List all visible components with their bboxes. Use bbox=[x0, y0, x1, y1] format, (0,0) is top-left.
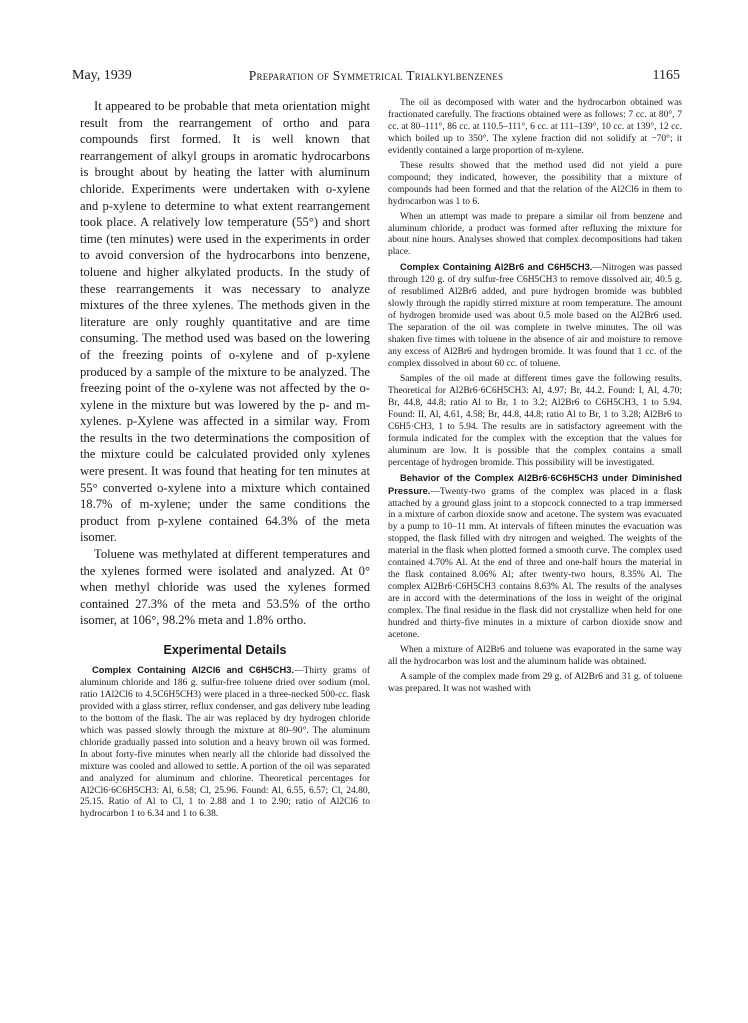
paragraph-body: —Twenty-two grams of the complex was placed in a flask attached by a ground glass joint to a stopcock connected to a trap immersed in a mixture of carbon dioxide snow and acetone. The system was evacuated by a pump to 10–11 mm. At intervals of fifteen minutes the evacuation was stopped, the flask filled with dry nitrogen and weighed. The weights of the material in the flask when plotted formed a smooth curve. The complex used contained 4.70% Al. At the end of three and one-half hours the material in the flask contained 8.06% Al; after twenty-two hours, 8.35% Al. The complex Al2Br6·C6H5CH3 contains 8.63% Al. The results of the analyses are in accord with the determinations of the loss in weight of the original complex. The final residue in the flask did not crystallize when held for one hundred and thirty-five minutes in a mixture of carbon dioxide snow and acetone. bbox=[388, 486, 682, 640]
paragraph-heading: Behavior of the Complex Al2Br6·6C6H5CH3 under Diminished Pressure. bbox=[388, 472, 682, 496]
left-column bbox=[80, 98, 370, 821]
issue-date: May, 1939 bbox=[72, 68, 132, 83]
running-title: Preparation of Symmetrical Trialkylbenzenes bbox=[248, 68, 504, 83]
section-heading: Experimental Details bbox=[163, 643, 287, 657]
experimental-paragraph bbox=[80, 665, 370, 821]
body-paragraph: It appeared to be probable that meta orientation might result from the rearrangement of ortho and para compounds first formed. It is well known that rearrangement of alkyl groups in aromatic hydrocarbons is brought about by heating the latter with aluminum chloride. Experiments were undertaken with o-xylene and p-xylene to determine to what extent rearrangement took place. A relatively low temperature (55°) and short time (ten minutes) were used in the experiments in order to avoid conversion of the hydrocarbons into benzene, toluene and higher alkylated products. In the study of these rearrangements it was necessary to analyze mixtures of the three xylenes. The methods given in the literature are only roughly quantitative and are time consuming. The method used was based on the lowering of the freezing points of o-xylene and of p-xylene produced by a sample of the mixture to be analyzed. The freezing point of the o-xylene was not affected by the o-xylene in the mixture but was lowered by the p- and m-xylenes. p-Xylene was affected in a similar way. From the results in the two determinations the composition of the mixture could be calculated provided only xylenes were present. It was found that heating for ten minutes at 55° converted o-xylene into a mixture which contained 18.7% of m-xylene; under the same conditions the product from p-xylene contained 64.3% of the meta isomer. bbox=[80, 99, 370, 545]
body-paragraph: A sample of the complex made from 29 g. of Al2Br6 and 31 g. of toluene was prepared. It was not washed with bbox=[388, 671, 682, 694]
experimental-paragraph bbox=[388, 473, 682, 642]
page-header bbox=[72, 68, 680, 88]
right-column bbox=[388, 98, 682, 699]
page-number: 1165 bbox=[652, 68, 680, 83]
body-paragraph: These results showed that the method used did not yield a pure compound; they indicated, however, the possibility that a mixture of compounds had been formed and that the relation of the Al2Cl6 in them to hydrocarbon was 1 to 6. bbox=[388, 160, 682, 207]
experimental-paragraph bbox=[388, 262, 682, 371]
body-paragraph: The oil as decomposed with water and the hydrocarbon obtained was fractionated carefully. The fractions obtained were as follows: 7 cc. at 80°, 7 cc. at 80–111°, 86 cc. at 110.5–111°, 6 cc. at 111–139°, 10 cc. at 139°, 12 cc. which boiled up to 350°. The xylene fraction did not solidify at −70°; it evidently contained a large proportion of m-xylene. bbox=[388, 98, 682, 156]
body-paragraph: When a mixture of Al2Br6 and toluene was evaporated in the same way all the hydrocarbon was lost and the aluminum halide was obtained. bbox=[388, 644, 682, 667]
paragraph-body: —Nitrogen was passed through 120 g. of dry sulfur-free C6H5CH3 to remove dissolved air, 40.5 g. of resublimed Al2Br6 added, and pure hydrogen bromide was bubbled slowly through the rapidly stirred mixture at room temperature. The amount of hydrogen bromide used was about 0.5 mole based on the Al2Br6 used. The separation of the oil was complete in twelve minutes. The oil was shaken five times with toluene in the absence of air and moisture to remove any excess of Al2Br6 and hydrogen bromide. It was found that 1 cc. of the complex dissolved in about 60 cc. of toluene. bbox=[388, 263, 682, 370]
body-paragraph: When an attempt was made to prepare a similar oil from benzene and aluminum chloride, a product was formed after refluxing the mixture for about nine hours. Analyses showed that complex decompositions had taken place. bbox=[388, 211, 682, 258]
body-paragraph: Toluene was methylated at different temperatures and the xylenes formed were isolated and analyzed. At 0° when methyl chloride was used the xylenes formed contained 27.3% of the meta and 53.5% of the ortho isomer, at 106°, 98.2% meta and 1.8% ortho. bbox=[80, 547, 370, 628]
body-paragraph: Samples of the oil made at different times gave the following results. Theoretical for Al2Br6·6C6H5CH3: Al, 4.97; Br, 44.2. Found: I, Al, 4.70; Br, 44.8, 44.8; ratio Al to Br, 1 to 3.2; Al2Br6 to C6H5CH3, 1 to 5.94. Found: II, Al, 4.61, 4.58; Br, 44.8, 44.8; ratio Al to Br, 1 to 3.28; Al2Br6 to C6H5·CH3, 1 to 5.94. The results are in satisfactory agreement with the formula indicated for the complex with the exception that the values for aluminum are low. It is possible that the complex contains a small percentage of hydrogen bromide. This possibility will be investigated. bbox=[388, 373, 682, 468]
paragraph-heading: Complex Containing Al2Br6 and C6H5CH3. bbox=[400, 262, 593, 273]
paragraph-heading: Complex Containing Al2Cl6 and C6H5CH3. bbox=[92, 665, 294, 675]
paragraph-body: —Thirty grams of aluminum chloride and 186 g. sulfur-free toluene dried over sodium (mol. ratio 1Al2Cl6 to 4.5C6H5CH3) were placed in a three-necked 500-cc. flask provided with a glass stirrer, reflux condenser, and gas delivery tube leading to the bottom of the flask. The air was replaced by dry hydrogen chloride which was passed slowly through the mixture at 80–90°. The aluminum chloride gradually passed into solution and a heavy brown oil was formed. In about forty-five minutes when nearly all the chloride had dissolved the mixture was cooled and allowed to settle. A portion of the oil was separated and analyzed for aluminum and chlorine. Theoretical percentages for Al2Cl6·6C6H5CH3: Al, 6.58; Cl, 25.96. Found: Al, 6.55, 6.57; Cl, 24.80, 25.15. Ratio of Al to Cl, 1 to 2.88 and 1 to 2.90; ratio of Al2Cl6 to hydrocarbon 1 to 6.34 and 1 to 6.38. bbox=[80, 666, 370, 820]
